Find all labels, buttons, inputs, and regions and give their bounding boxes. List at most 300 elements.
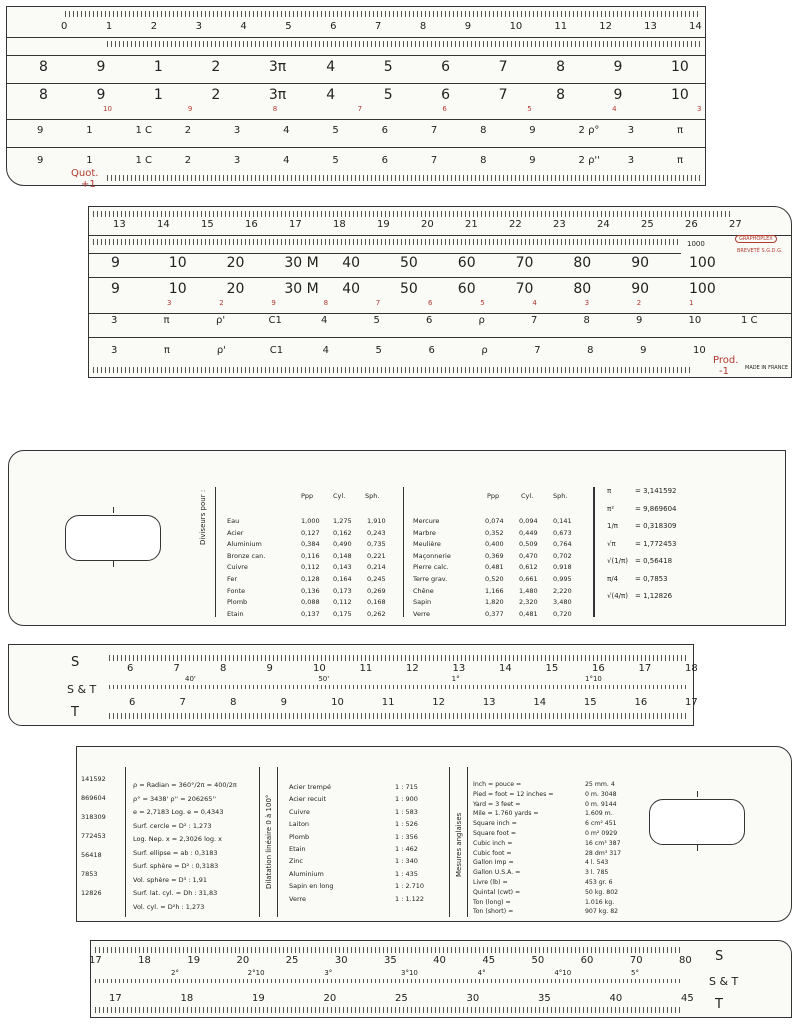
table-cell: 0,400 (485, 540, 504, 549)
list-item: 869604 (81, 794, 106, 802)
table-cell: Maçonnerie (413, 551, 451, 560)
table-cell: 0 m² 0929 (585, 829, 618, 837)
table-cell: π² (607, 504, 615, 513)
table-cell: Etain (227, 609, 244, 618)
brevete-text: BREVETÉ S.G.D.G. (737, 248, 783, 254)
k-1000: 1000 (687, 240, 705, 248)
t-label: T (715, 997, 723, 1012)
table-cell: 1,000 (301, 517, 320, 525)
scale-number: 3 (233, 155, 241, 166)
scale-number: 3 (697, 105, 702, 113)
table-cell: 6 cm² 451 (585, 820, 617, 828)
table-cell: 0,136 (301, 586, 320, 595)
scale-number: 45 (482, 955, 496, 966)
scale-number: 9 (636, 315, 643, 326)
scale-number: 12 (406, 663, 419, 674)
table-cell: 0,490 (333, 540, 352, 549)
b-scale (89, 281, 791, 299)
scale-number: 35 (538, 993, 551, 1004)
scale-number: C1 (269, 345, 284, 356)
scale-number: 30 (466, 993, 480, 1004)
scale-number: 7 (430, 155, 438, 166)
table-cell: 0,262 (367, 609, 386, 618)
t-scale (9, 697, 698, 709)
scale-number: 9 (640, 345, 647, 356)
table-cell: 1 : 900 (395, 795, 418, 804)
table-cell: Acier (227, 528, 244, 537)
table-cell: 0,352 (485, 528, 504, 537)
scale-number: 7 (498, 59, 508, 75)
table-cell: 0,449 (519, 528, 538, 537)
scale-number: 11 (381, 697, 395, 708)
list-item: e = 2,7183 Log. e = 0,4343 (133, 808, 224, 816)
scale-number: 26 (685, 219, 698, 230)
scale-number: 8 (480, 125, 487, 136)
scale-number: 6 (381, 125, 388, 136)
scale-number: 17 (89, 955, 102, 966)
s-label: S (71, 655, 80, 670)
c-scale (7, 125, 705, 141)
scale-number: 70 (515, 255, 534, 271)
table-cell: √(1/π) (607, 557, 628, 565)
scale-number: 100 (689, 255, 716, 271)
prod-sub: -1 (719, 366, 729, 377)
scale-number: 60 (580, 955, 594, 966)
quot-sub: +1 (81, 179, 96, 190)
table-cell: = 1,12826 (635, 592, 673, 600)
scale-number: 20 (421, 219, 434, 230)
d-scale (7, 155, 705, 169)
scale-number: 60 (457, 255, 476, 271)
table-cell: 1 : 1.122 (395, 894, 425, 903)
list-item: Surf. ellipse = ab : 0,3183 (133, 848, 218, 857)
scale-number: 3 (111, 345, 118, 356)
scale-number: 30 M (284, 255, 319, 271)
scale-number: 17 (638, 663, 652, 674)
table-cell: Sapin (413, 598, 432, 607)
table-cell: 0,377 (485, 609, 504, 618)
scale-number: 2 (184, 155, 192, 166)
scale-number: 8 (480, 155, 487, 166)
scale-number: 15 (201, 219, 214, 230)
scale-number: 19 (187, 955, 201, 966)
ci-scale (7, 105, 705, 117)
scale-number: π (163, 315, 170, 326)
a-scale (7, 59, 705, 77)
table-cell: 0,173 (333, 586, 352, 595)
scale-number: 6 (441, 87, 451, 103)
s-scale-ticks (95, 947, 681, 953)
scale-number: 5 (383, 87, 393, 103)
scale-number: 70 (629, 955, 643, 966)
scale-number: 9 (37, 125, 44, 136)
st-scale-ticks (95, 979, 681, 983)
scale-number: 4 (322, 345, 329, 356)
scale-number: 8 (230, 697, 237, 708)
table-cell: 0,269 (367, 586, 386, 595)
table-cell: 0 m. 3048 (585, 790, 617, 798)
list-item: ρ = Radian = 360°/2π = 400/2π (133, 781, 237, 789)
scale-number: 10 (103, 105, 112, 113)
scale-number: 7 (179, 697, 186, 708)
table-cell: Bronze can. (227, 551, 266, 560)
t-scale-ticks (109, 713, 689, 719)
trig-scale-upper (8, 644, 698, 726)
table-cell: 1/π (607, 522, 619, 530)
table-cell: = 9,869604 (635, 504, 677, 513)
table-cell: Livre (lb) = (473, 878, 508, 886)
scale-number: 9 (96, 59, 106, 75)
table-cell: √π (607, 539, 616, 548)
scale-number: 90 (631, 255, 650, 271)
table-cell: 0,168 (367, 598, 386, 607)
scale-number: 2 ρ'' (578, 155, 600, 166)
scale-number: 9 (464, 21, 472, 32)
table-cell: Aluminium (289, 869, 324, 878)
table-cell: 0,116 (301, 551, 320, 560)
table-cell: Mile = 1.760 yards = (473, 810, 539, 818)
table-cell: 25 mm. 4 (585, 781, 615, 788)
scale-number: 6 (129, 697, 136, 708)
list-item: 56418 (81, 851, 102, 859)
list-item: 772453 (81, 832, 106, 840)
scale-number: 10 (331, 697, 344, 708)
scale-number: 13 (113, 219, 126, 230)
scale-number: 5 (285, 21, 292, 32)
table-cell: Gallon U.S.A. = (473, 869, 521, 877)
scale-number: 10 (688, 315, 702, 326)
table-cell: Ton (long) = (473, 898, 511, 906)
scale-number: 2 (184, 125, 192, 136)
scale-number: 9 (96, 87, 106, 103)
scale-number: 5 (332, 125, 339, 136)
d-scale (89, 345, 791, 359)
table-cell: = 3,141592 (635, 487, 677, 495)
table-cell: 1,480 (519, 586, 538, 595)
scale-number: 35 (384, 955, 397, 966)
scale-number: 1° (451, 675, 460, 683)
scale-number: 18 (333, 219, 346, 230)
t-scale (91, 993, 791, 1005)
list-item: Log. Nep. x = 2,3026 log. x (133, 835, 222, 843)
table-cell: 1,166 (485, 586, 504, 595)
table-cell: Terre grav. (413, 574, 448, 583)
slide-rule-front-right (88, 206, 792, 378)
scale-number: 15 (583, 697, 597, 708)
scale-number: ρ (481, 345, 488, 356)
scale-number: 12 (599, 21, 613, 32)
scale-number: 14 (689, 21, 702, 32)
scale-number: 30 M (284, 281, 319, 297)
table-cell: 0,520 (485, 574, 504, 583)
table-cell: Inch = pouce = (473, 781, 522, 788)
scale-number: 9 (266, 663, 273, 674)
scale-number: 5 (373, 315, 380, 326)
table-cell: 1.609 m. (585, 810, 613, 818)
scale-number: 6 (428, 299, 433, 307)
table-cell: 0,764 (553, 540, 572, 549)
scale-number: 7 (498, 87, 508, 103)
scale-number: 1 (153, 59, 163, 75)
scale-number: 8 (556, 87, 565, 103)
scale-number: 17 (289, 219, 302, 230)
scale-number: 50 (400, 281, 418, 297)
k-scale-ticks (107, 41, 701, 47)
table-cell: 0,148 (333, 551, 352, 560)
st-label: S & T (67, 683, 97, 696)
top-scale (7, 21, 705, 35)
cursor-slot (65, 515, 161, 561)
scale-number: 1 (689, 299, 694, 307)
scale-number: 3 (167, 299, 172, 307)
scale-number: 14 (157, 219, 170, 230)
scale-number: 60 (457, 281, 476, 297)
table-cell: 28 dm³ 317 (585, 849, 622, 857)
scale-number: 27 (729, 219, 742, 230)
table-cell: 0,673 (553, 528, 572, 537)
scale-number: 9 (271, 299, 276, 307)
scale-number: 6 (426, 315, 433, 326)
scale-number: 25 (395, 993, 408, 1004)
scale-number: 90 (631, 281, 650, 297)
table-cell: 0,094 (519, 517, 538, 525)
table-cell: Cubic foot = (473, 849, 512, 857)
scale-number: 1°10 (585, 675, 602, 683)
table-cell: 0,088 (301, 598, 320, 607)
prod-label: Prod. (713, 355, 739, 366)
scale-number: 16 (592, 663, 605, 674)
scale-number: 50' (318, 675, 330, 683)
table-cell: Verre (413, 609, 431, 618)
scale-number: 3 (627, 125, 635, 136)
table-cell: Zinc (289, 857, 303, 866)
table-cell: Gallon Imp = (473, 859, 514, 867)
table-cell: Cuivre (227, 563, 248, 572)
scale-number: C1 (268, 315, 282, 326)
scale-number: 1 (86, 125, 93, 136)
scale-number: 18 (138, 955, 151, 966)
table-cell: 0,243 (367, 528, 386, 537)
dilatation-label: Dilatation linéaire 0 à 100° (265, 794, 273, 889)
scale-number: 20 (323, 993, 337, 1004)
table-cell: 0,509 (519, 540, 538, 549)
table-cell: 0,175 (333, 609, 352, 618)
table-cell: 453 gr. 6 (585, 878, 613, 886)
table-cell: Yard = 3 feet = (473, 800, 521, 808)
scale-number: 4 (283, 125, 290, 136)
scale-number: 45 (681, 993, 694, 1004)
s-label: S (715, 949, 724, 964)
scale-number: 2°10 (247, 969, 265, 977)
scale-number: 5 (383, 59, 393, 75)
cursor-slot (649, 799, 745, 845)
scale-number: 7 (534, 345, 541, 356)
table-cell: Verre (289, 894, 307, 903)
scale-number: 9 (613, 59, 623, 75)
k-scale-ticks (93, 239, 681, 245)
table-cell: Square inch = (473, 820, 517, 828)
scale-number: 50 (531, 955, 545, 966)
list-item: 318309 (81, 813, 106, 821)
list-item: 141592 (81, 775, 106, 783)
scale-number: 9 (280, 697, 287, 708)
scale-number: ρ' (216, 315, 226, 326)
ci-scale (89, 299, 791, 311)
list-item: Surf. cercle = D² : 1,273 (133, 821, 212, 830)
slide-rule-back-upper (8, 450, 786, 626)
table-cell: Plomb (227, 598, 248, 607)
table-cell: Mercure (413, 517, 440, 525)
s-scale (9, 663, 698, 675)
list-item: Surf. lat. cyl. = Dh : 31,83 (133, 889, 218, 897)
scale-number: 3π (268, 87, 287, 103)
scale-number: 2° (171, 969, 179, 977)
table-cell: 0,612 (519, 563, 538, 572)
scale-number: 6 (127, 663, 134, 674)
scale-number: 23 (553, 219, 566, 230)
scale-number: 2 (219, 299, 224, 307)
table-cell: 0 m. 9144 (585, 800, 617, 808)
scale-number: π (163, 345, 170, 356)
table-cell: Marbre (413, 528, 436, 537)
formula-list (133, 779, 237, 914)
s-scale (91, 955, 791, 967)
scale-number: 8 (587, 345, 594, 356)
scale-number: 80 (573, 281, 592, 297)
scale-number: 16 (245, 219, 258, 230)
scale-number: 40 (609, 993, 623, 1004)
scale-number: 100 (689, 281, 716, 297)
scale-number: 6 (442, 105, 447, 113)
scale-number: 13 (482, 697, 496, 708)
table-cell: 0,384 (301, 540, 320, 549)
scale-number: 1 C (135, 155, 152, 166)
table-cell: 1 : 583 (395, 807, 418, 816)
scale-number: 10 (671, 87, 689, 103)
table-cell: 2,220 (553, 586, 572, 595)
scale-number: ρ' (216, 345, 226, 356)
table-cell: 0,162 (333, 528, 352, 537)
constants-values (81, 775, 106, 908)
scale-number: 5 (332, 155, 339, 166)
scale-number: 10 (671, 59, 689, 75)
scale-number: 6 (330, 21, 337, 32)
top-scale (89, 219, 791, 233)
table-cell: Pied = foot = 12 inches = (473, 790, 554, 798)
header-sph: Sph. (365, 492, 380, 500)
st-scale (9, 675, 693, 685)
scale-number: 19 (252, 993, 265, 1004)
table-cell: 2,320 (519, 598, 538, 607)
scale-number: 2 (211, 59, 221, 75)
scale-number: 5 (527, 105, 532, 113)
a-scale (89, 255, 791, 273)
table-cell: 0,481 (519, 609, 538, 618)
table-cell: Plomb (289, 832, 310, 841)
scale-number: 4° (477, 969, 486, 977)
table-cell: 1.016 kg. (585, 898, 615, 906)
scale-number: 4 (240, 21, 247, 32)
table-cell: 0,112 (333, 598, 352, 607)
scale-number: 1 (153, 87, 163, 103)
scale-number: 3°10 (401, 969, 418, 977)
table-cell: 1 : 2.710 (395, 882, 425, 891)
scale-number: 20 (226, 281, 245, 297)
table-cell: 0,245 (367, 574, 386, 583)
scale-number: 17 (109, 993, 122, 1004)
list-item: 12826 (81, 889, 102, 897)
table-cell: 0,127 (301, 528, 320, 537)
scale-number: 8 (419, 21, 427, 32)
table-cell: Acier recuit (289, 795, 327, 804)
table-cell: Laiton (289, 820, 310, 829)
s-scale-ticks (109, 655, 689, 661)
scale-number: π (677, 125, 684, 136)
t-scale-ticks (95, 1007, 681, 1013)
scale-number: 10 (168, 255, 187, 271)
scale-number: 9 (37, 155, 44, 166)
table-cell: 0,128 (301, 574, 320, 583)
l-scale-ticks (107, 175, 701, 181)
scale-number: 19 (377, 219, 390, 230)
scale-number: 40 (433, 955, 446, 966)
scale-number: 9 (529, 155, 536, 166)
scale-number: 8 (39, 59, 48, 75)
scale-number: 11 (554, 21, 568, 32)
scale-number: 8 (272, 105, 278, 113)
scale-number: 9 (111, 281, 120, 297)
scale-number: 4 (612, 105, 617, 113)
scale-number: 0 (61, 21, 68, 32)
scale-number: 6 (381, 155, 388, 166)
table-cell: 1 : 526 (395, 820, 418, 829)
scale-number: 70 (515, 281, 534, 297)
scale-number: 4 (532, 299, 537, 307)
table-cell: = 0,56418 (635, 557, 673, 565)
scale-number: 3 (233, 125, 241, 136)
scale-number: 8 (323, 299, 329, 307)
scale-number: 17 (685, 697, 698, 708)
table-cell: π (607, 487, 612, 495)
table-cell: 0,470 (519, 551, 538, 560)
table-cell: 0,918 (553, 563, 572, 572)
scale-number: 18 (685, 663, 698, 674)
table-cell: 0,702 (553, 551, 572, 560)
table-cell: Fonte (227, 586, 246, 595)
scale-number: 4°10 (554, 969, 572, 977)
scale-number: 8 (583, 315, 590, 326)
table-cell: Acier trempé (289, 783, 331, 791)
table-cell: Ton (short) = (473, 908, 514, 916)
scale-number: 2 (211, 87, 221, 103)
scale-number: 80 (679, 955, 692, 966)
scale-number: 3 (195, 21, 202, 32)
scale-number: 40' (185, 675, 196, 683)
table-cell: 16 cm³ 387 (585, 839, 621, 847)
table-cell: 0,214 (367, 563, 386, 572)
scale-number: ρ (478, 315, 485, 326)
t-label: T (71, 705, 79, 720)
scale-number: 2 (636, 299, 642, 307)
scale-number: 10 (313, 663, 326, 674)
table-cell: Cubic inch = (473, 839, 513, 847)
scale-number: 80 (573, 255, 592, 271)
table-cell: 0,481 (485, 563, 504, 572)
table-cell: Square foot = (473, 829, 517, 837)
made-in-france: MADE IN FRANCE (745, 365, 789, 371)
scale-number: 12 (432, 697, 445, 708)
table-cell: 0,164 (333, 574, 352, 583)
